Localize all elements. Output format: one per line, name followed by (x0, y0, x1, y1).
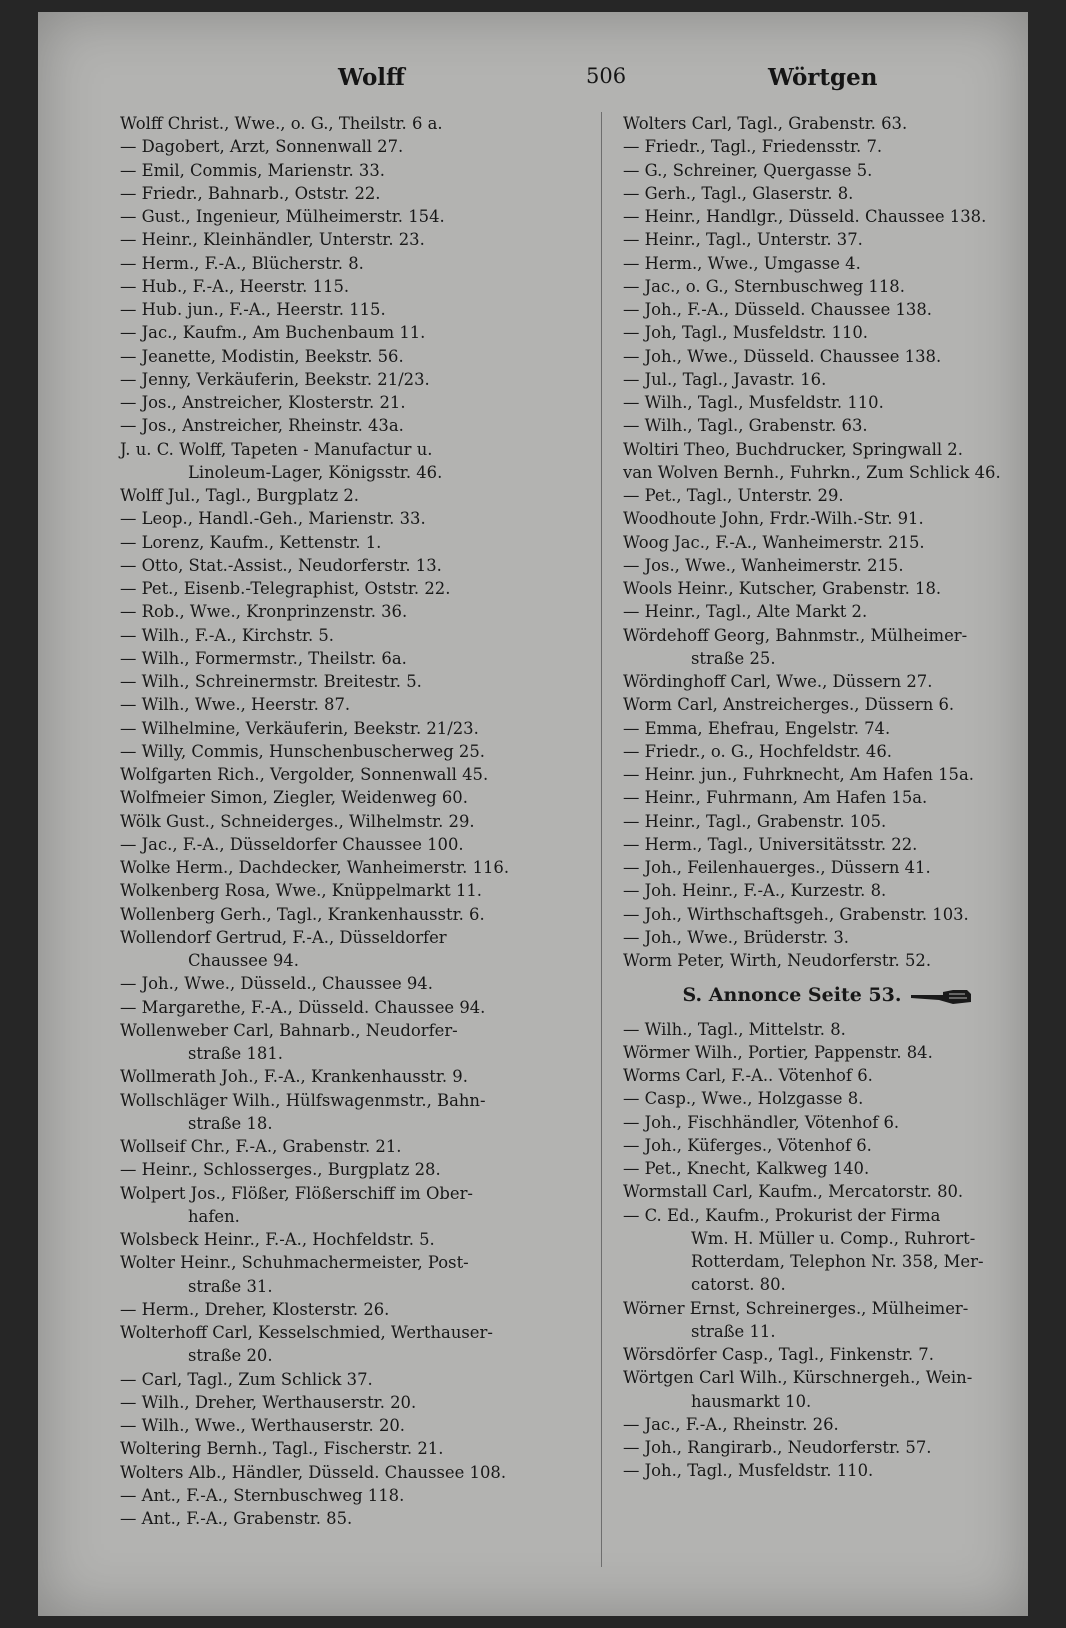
right-column-top (623, 112, 1033, 972)
header-last-entry: Wörtgen (768, 64, 878, 91)
directory-entry: Wollseif Chr., F.-A., Grabenstr. 21. (120, 1137, 402, 1156)
directory-entry: — Dagobert, Arzt, Sonnenwall 27. (120, 137, 404, 157)
directory-entry: — Joh., Wwe., Düsseld. Chaussee 138. (623, 346, 942, 366)
directory-entry: Linoleum-Lager, Königsstr. 46. (188, 462, 443, 482)
directory-entry: Wolff Christ., Wwe., o. G., Theilstr. 6 a. (120, 114, 443, 133)
directory-entry: Wörtgen Carl Wilh., Kürschnergeh., Wein- (623, 1368, 973, 1388)
directory-entry: — Pet., Knecht, Kalkweg 140. (623, 1159, 870, 1178)
directory-entry: — Casp., Wwe., Holzgasse 8. (623, 1089, 864, 1109)
directory-entry: — Jeanette, Modistin, Beekstr. 56. (120, 346, 404, 366)
directory-entry: Wm. H. Müller u. Comp., Ruhrort- (691, 1228, 976, 1248)
directory-entry: straße 25. (691, 648, 776, 668)
directory-entry: Wördinghoff Carl, Wwe., Düssern 27. (623, 672, 933, 691)
directory-entry: — Joh, Tagl., Musfeldstr. 110. (623, 323, 869, 343)
directory-entry: — Jul., Tagl., Javastr. 16. (623, 369, 827, 389)
directory-entry: Wollenberg Gerh., Tagl., Krankenhausstr. 6. (120, 904, 485, 924)
directory-entry: Wolsbeck Heinr., F.-A., Hochfeldstr. 5. (120, 1230, 435, 1249)
directory-entry: — Joh., Wwe., Düsseld., Chaussee 94. (120, 974, 433, 994)
directory-entry: — Wilh., Formermstr., Theilstr. 6a. (120, 648, 407, 668)
header-first-entry: Wolff (338, 64, 405, 91)
directory-entry: Wolke Herm., Dachdecker, Wanheimerstr. 116. (120, 858, 510, 877)
directory-entry: — Joh., Feilenhauerges., Düssern 41. (623, 858, 931, 877)
directory-entry: — Jac., F.-A., Düsseldorfer Chaussee 100. (120, 834, 464, 854)
directory-entry: J. u. C. Wolff, Tapeten - Manufactur u. (120, 439, 433, 459)
directory-entry: — Herm., Wwe., Umgasse 4. (623, 253, 861, 273)
directory-entry: — Heinr., Schlosserges., Burgplatz 28. (120, 1160, 441, 1180)
directory-entry: Wolfmeier Simon, Ziegler, Weidenweg 60. (120, 788, 468, 808)
directory-entry: — Pet., Eisenb.-Telegraphist, Oststr. 22. (120, 579, 451, 598)
directory-entry: — Wilh., F.-A., Kirchstr. 5. (120, 625, 335, 645)
directory-entry: Wolters Alb., Händler, Düsseld. Chaussee 108. (120, 1462, 507, 1482)
directory-entry: Wörsdörfer Casp., Tagl., Finkenstr. 7. (623, 1345, 934, 1364)
directory-entry: — Joh., Wirthschaftsgeh., Grabenstr. 103. (623, 904, 969, 924)
directory-entry: — Jos., Wwe., Wanheimerstr. 215. (623, 555, 904, 575)
directory-entry: Wools Heinr., Kutscher, Grabenstr. 18. (623, 579, 942, 598)
directory-entry: hafen. (188, 1206, 240, 1226)
directory-entry: Wolfgarten Rich., Vergolder, Sonnenwall 45. (120, 765, 489, 784)
directory-entry: Wörmer Wilh., Portier, Pappenstr. 84. (623, 1042, 933, 1062)
directory-entry: van Wolven Bernh., Fuhrkn., Zum Schlick 46. (623, 462, 1001, 482)
directory-entry: straße 20. (188, 1346, 273, 1366)
directory-entry: — Joh., Rangirarb., Neudorferstr. 57. (623, 1438, 932, 1457)
directory-entry: — Joh., Fischhändler, Vötenhof 6. (623, 1112, 900, 1132)
directory-entry: — Heinr., Fuhrmann, Am Hafen 15a. (623, 788, 928, 808)
directory-entry: Wollschläger Wilh., Hülfswagenmstr., Bahn- (120, 1090, 486, 1110)
directory-entry: Wölk Gust., Schneiderges., Wilhelmstr. 29. (120, 811, 475, 831)
annonce-notice (623, 984, 1033, 1007)
directory-entry: — Joh., Wwe., Brüderstr. 3. (623, 927, 849, 947)
directory-entry: catorst. 80. (691, 1275, 786, 1295)
directory-entry: — Herm., Dreher, Klosterstr. 26. (120, 1299, 390, 1319)
directory-entry: — Jenny, Verkäuferin, Beekstr. 21/23. (120, 369, 430, 389)
directory-entry: — Herm., F.-A., Blücherstr. 8. (120, 253, 364, 273)
directory-entry: Chaussee 94. (188, 951, 299, 970)
directory-entry: — Wilh., Wwe., Werthauserstr. 20. (120, 1416, 406, 1435)
page-number: 506 (586, 64, 627, 88)
directory-entry: — Gust., Ingenieur, Mülheimerstr. 154. (120, 207, 445, 226)
directory-entry: Rotterdam, Telephon Nr. 358, Mer- (691, 1252, 984, 1271)
directory-entry: Wolterhoff Carl, Kesselschmied, Werthauser- (120, 1323, 493, 1342)
directory-entry: — Heinr., Tagl., Unterstr. 37. (623, 230, 863, 250)
directory-entry: hausmarkt 10. (691, 1391, 812, 1411)
directory-entry: — Jos., Anstreicher, Klosterstr. 21. (120, 393, 406, 412)
directory-entry: — Joh., Küferges., Vötenhof 6. (623, 1135, 872, 1155)
directory-entry: Woodhoute John, Frdr.-Wilh.-Str. 91. (623, 509, 924, 529)
directory-entry: — Heinr., Tagl., Alte Markt 2. (623, 602, 868, 622)
directory-entry: — Friedr., Tagl., Friedensstr. 7. (623, 137, 883, 157)
directory-entry: Worms Carl, F.-A.. Vötenhof 6. (623, 1066, 873, 1085)
directory-entry: — Leop., Handl.-Geh., Marienstr. 33. (120, 509, 426, 529)
directory-entry: Woltering Bernh., Tagl., Fischerstr. 21. (120, 1439, 444, 1459)
directory-entry: Wormstall Carl, Kaufm., Mercatorstr. 80. (623, 1182, 964, 1202)
directory-entry: Wördehoff Georg, Bahnmstr., Mülheimer- (623, 625, 968, 645)
directory-entry: — Hub. jun., F.-A., Heerstr. 115. (120, 300, 386, 319)
directory-entry: — Friedr., o. G., Hochfeldstr. 46. (623, 741, 892, 761)
directory-page (38, 12, 1028, 1616)
directory-entry: — Ant., F.-A., Sternbuschweg 118. (120, 1485, 405, 1505)
directory-entry: Wolter Heinr., Schuhmachermeister, Post- (120, 1253, 469, 1273)
directory-entry: — Rob., Wwe., Kronprinzenstr. 36. (120, 602, 408, 622)
directory-entry: — Emil, Commis, Marienstr. 33. (120, 160, 385, 180)
directory-entry: Wollmerath Joh., F.-A., Krankenhausstr. 9. (120, 1067, 468, 1087)
directory-entry: straße 11. (691, 1321, 776, 1341)
left-column (120, 112, 590, 1530)
directory-entry: Wollendorf Gertrud, F.-A., Düsseldorfer (120, 927, 447, 947)
pointing-hand-icon (909, 986, 973, 1006)
directory-entry: — Heinr. jun., Fuhrknecht, Am Hafen 15a. (623, 765, 974, 784)
directory-entry: — Gerh., Tagl., Glaserstr. 8. (623, 183, 854, 203)
directory-entry: straße 181. (188, 1044, 283, 1063)
directory-entry: — Pet., Tagl., Unterstr. 29. (623, 486, 844, 505)
directory-entry: Wolkenberg Rosa, Wwe., Knüppelmarkt 11. (120, 881, 483, 901)
directory-entry: — Heinr., Handlgr., Düsseld. Chaussee 138. (623, 207, 987, 226)
directory-entry: Worm Peter, Wirth, Neudorferstr. 52. (623, 951, 932, 970)
directory-entry: — Heinr., Tagl., Grabenstr. 105. (623, 811, 887, 831)
directory-entry: Wolters Carl, Tagl., Grabenstr. 63. (623, 114, 908, 133)
directory-entry: — Wilh., Tagl., Grabenstr. 63. (623, 416, 868, 436)
directory-entry: — Ant., F.-A., Grabenstr. 85. (120, 1509, 353, 1528)
directory-entry: — Lorenz, Kaufm., Kettenstr. 1. (120, 532, 382, 552)
directory-entry: — Wilh., Dreher, Werthauserstr. 20. (120, 1392, 417, 1412)
right-column-bottom (623, 1018, 1033, 1483)
directory-entry: — Jos., Anstreicher, Rheinstr. 43a. (120, 416, 404, 436)
directory-entry: — Emma, Ehefrau, Engelstr. 74. (623, 718, 891, 738)
directory-entry: — Jac., F.-A., Rheinstr. 26. (623, 1414, 839, 1434)
directory-entry: — Willy, Commis, Hunschenbuscherweg 25. (120, 741, 485, 761)
directory-entry: — Otto, Stat.-Assist., Neudorferstr. 13. (120, 555, 442, 575)
directory-entry: Wolpert Jos., Flößer, Flößerschiff im Ober- (120, 1183, 473, 1203)
directory-entry: Woltiri Theo, Buchdrucker, Springwall 2. (623, 439, 963, 459)
page-header (38, 64, 1028, 100)
directory-entry: — Friedr., Bahnarb., Oststr. 22. (120, 183, 381, 203)
directory-entry: Worm Carl, Anstreicherges., Düssern 6. (623, 695, 955, 715)
directory-entry: — Joh., Tagl., Musfeldstr. 110. (623, 1461, 874, 1481)
directory-entry: — Hub., F.-A., Heerstr. 115. (120, 276, 350, 296)
directory-entry: — Jac., o. G., Sternbuschweg 118. (623, 276, 905, 296)
annonce-text: S. Annonce Seite 53. (682, 984, 902, 1007)
directory-entry: — Herm., Tagl., Universitätsstr. 22. (623, 834, 918, 854)
directory-entry: — Joh. Heinr., F.-A., Kurzestr. 8. (623, 881, 887, 901)
column-divider (601, 112, 602, 1567)
directory-entry: — Heinr., Kleinhändler, Unterstr. 23. (120, 230, 425, 250)
directory-entry: — Jac., Kaufm., Am Buchenbaum 11. (120, 323, 426, 343)
directory-entry: — Wilh., Tagl., Mittelstr. 8. (623, 1019, 846, 1039)
directory-entry: — Wilh., Schreinermstr. Breitestr. 5. (120, 672, 422, 691)
directory-entry: — Wilhelmine, Verkäuferin, Beekstr. 21/23. (120, 718, 479, 738)
directory-entry: Wörner Ernst, Schreinerges., Mülheimer- (623, 1298, 969, 1318)
directory-entry: straße 31. (188, 1276, 273, 1296)
directory-entry: — Carl, Tagl., Zum Schlick 37. (120, 1369, 373, 1389)
directory-entry: — Wilh., Tagl., Musfeldstr. 110. (623, 393, 884, 412)
directory-entry: — Wilh., Wwe., Heerstr. 87. (120, 695, 351, 715)
directory-entry: Wollenweber Carl, Bahnarb., Neudorfer- (120, 1020, 458, 1040)
directory-entry: straße 18. (188, 1113, 273, 1133)
directory-entry: Woog Jac., F.-A., Wanheimerstr. 215. (623, 532, 925, 552)
directory-entry: — Margarethe, F.-A., Düsseld. Chaussee 94. (120, 997, 486, 1017)
directory-entry: — G., Schreiner, Quergasse 5. (623, 160, 873, 180)
right-column (623, 112, 1033, 1483)
directory-entry: — Joh., F.-A., Düsseld. Chaussee 138. (623, 300, 932, 319)
directory-entry: — C. Ed., Kaufm., Prokurist der Firma (623, 1205, 941, 1225)
directory-entry: Wolff Jul., Tagl., Burgplatz 2. (120, 486, 359, 505)
